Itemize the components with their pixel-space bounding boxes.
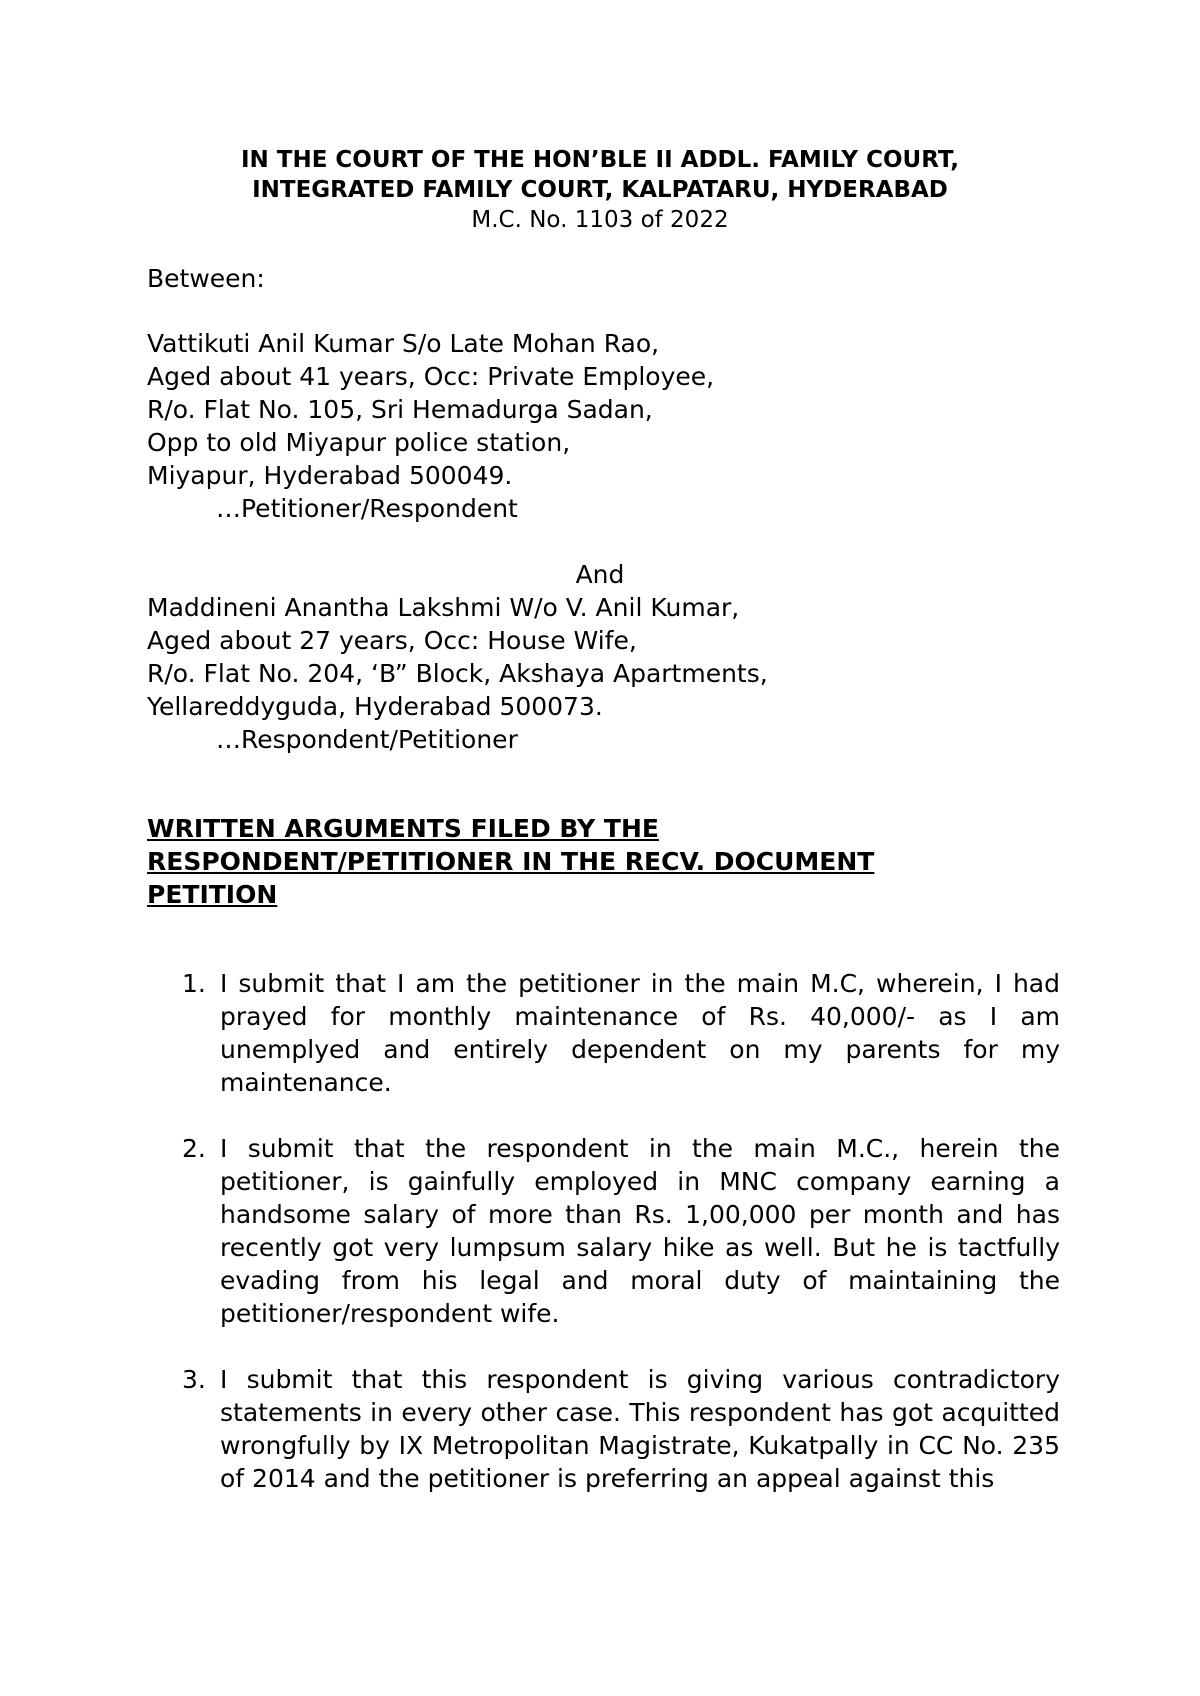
submission-text: I submit that the respondent in the main M.C., herein the petitioner, is gainfully employed in MNC company earning a handsome salary of more than Rs. 1,00,000 per month and has recently got very lumpsum salary hike as well. But he is tactfully evading from his legal and moral duty of maintaining the petitioner/respondent wife. bbox=[220, 1134, 1060, 1328]
title-line-2: RESPONDENT/PETITIONER IN THE RECV. DOCUMENT bbox=[147, 847, 875, 876]
submission-text: I submit that this respondent is giving various contradictory statements in every other case. This respondent has got acquitted wrongfully by IX Metropolitan Magistrate, Kukatpally in CC No. 235 of 2014 and the petitioner is preferring an appeal against this bbox=[220, 1365, 1060, 1493]
respondent-address-line-1: R/o. Flat No. 204, ‘B” Block, Akshaya Apartments, bbox=[147, 659, 768, 688]
submission-number: 2. bbox=[182, 1134, 206, 1163]
petitioner-details bbox=[147, 327, 714, 525]
submission-item bbox=[147, 967, 1060, 1099]
court-name-line-1: IN THE COURT OF THE HON’BLE II ADDL. FAMILY COURT, bbox=[240, 147, 960, 173]
between-label: Between: bbox=[147, 264, 265, 293]
title-line-3: PETITION bbox=[147, 880, 278, 909]
court-header bbox=[0, 145, 1200, 235]
petitioner-address-line-2: Opp to old Miyapur police station, bbox=[147, 428, 571, 457]
petitioner-address-line-1: R/o. Flat No. 105, Sri Hemadurga Sadan, bbox=[147, 395, 653, 424]
respondent-age-occupation: Aged about 27 years, Occ: House Wife, bbox=[147, 626, 637, 655]
document-title bbox=[147, 812, 874, 911]
petitioner-role: …Petitioner/Respondent bbox=[216, 494, 518, 523]
and-label: And bbox=[575, 560, 625, 589]
respondent-details bbox=[147, 591, 768, 756]
submission-number: 3. bbox=[182, 1365, 206, 1394]
submission-text: I submit that I am the petitioner in the main M.C, wherein, I had prayed for monthly maintenance of Rs. 40,000/- as I am unemplyed and entirely dependent on my parents for my maintenance. bbox=[220, 969, 1060, 1097]
respondent-role: …Respondent/Petitioner bbox=[216, 725, 518, 754]
respondent-name: Maddineni Anantha Lakshmi W/o V. Anil Kumar, bbox=[147, 593, 740, 622]
respondent-address-line-2: Yellareddyguda, Hyderabad 500073. bbox=[147, 692, 603, 721]
court-name-line-2: INTEGRATED FAMILY COURT, KALPATARU, HYDERABAD bbox=[252, 177, 948, 203]
case-number: M.C. No. 1103 of 2022 bbox=[471, 207, 729, 233]
petitioner-name: Vattikuti Anil Kumar S/o Late Mohan Rao, bbox=[147, 329, 660, 358]
submission-item bbox=[147, 1363, 1060, 1495]
submission-item bbox=[147, 1132, 1060, 1330]
title-line-1: WRITTEN ARGUMENTS FILED BY THE bbox=[147, 814, 659, 843]
submission-number: 1. bbox=[182, 969, 206, 998]
petitioner-age-occupation: Aged about 41 years, Occ: Private Employee, bbox=[147, 362, 715, 391]
petitioner-address-line-3: Miyapur, Hyderabad 500049. bbox=[147, 461, 513, 490]
submission-list bbox=[147, 967, 1060, 1528]
